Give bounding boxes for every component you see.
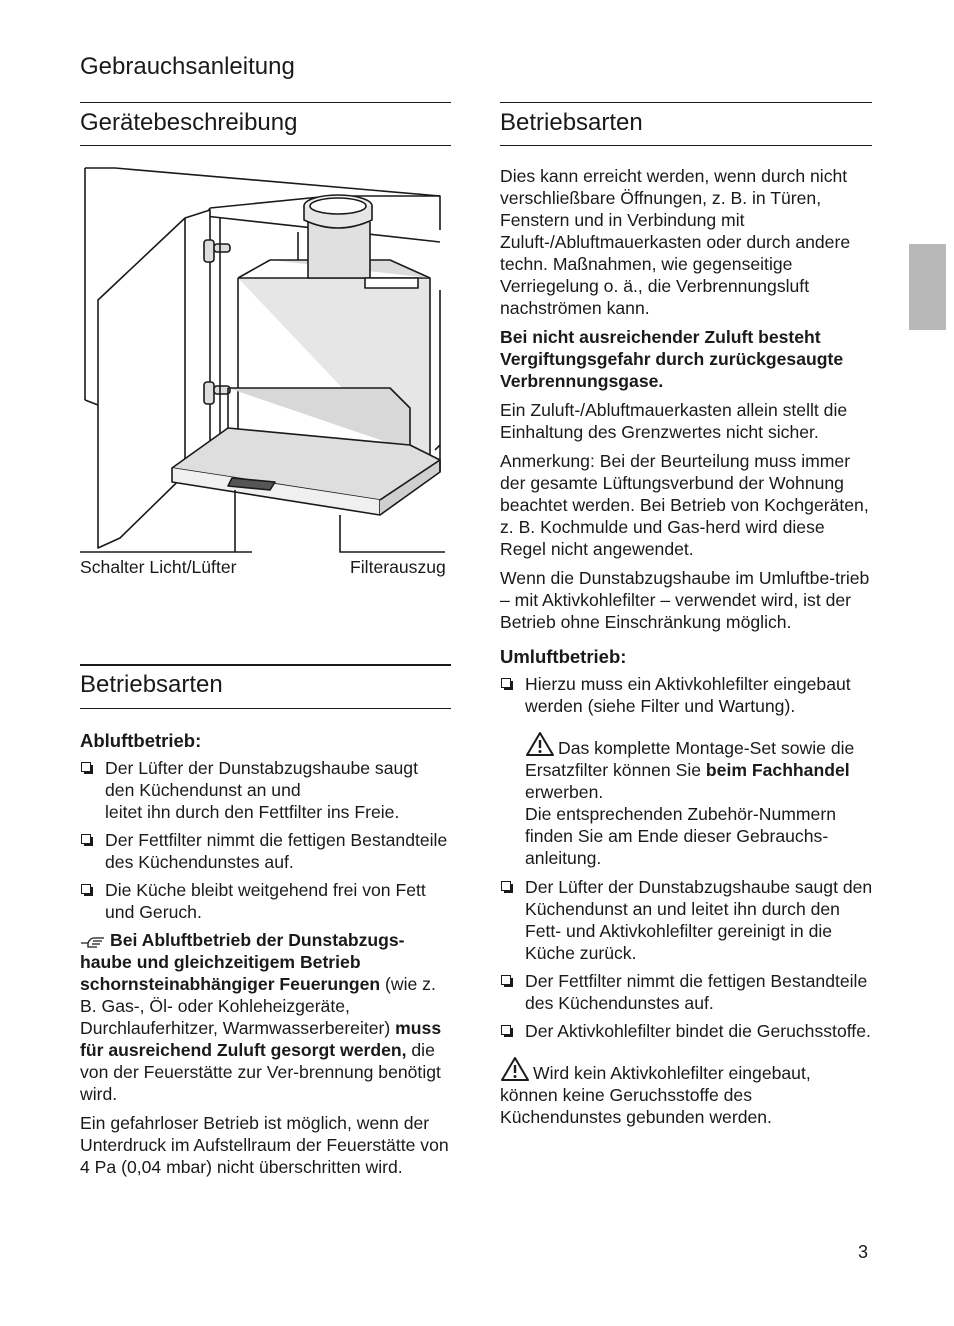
left-column-text <box>80 729 452 1185</box>
paragraph: Wenn die Dunstabzugshaube im Umluftbe-trieb – mit Aktivkohlefilter – verwendet wird, ist der Betrieb ohne Einschränkung möglich. <box>500 568 870 632</box>
divider <box>500 102 872 103</box>
divider <box>80 664 451 666</box>
checkbox-bullet-icon <box>501 1025 511 1035</box>
hood-cabinet-illustration <box>80 160 452 560</box>
page-number: 3 <box>858 1242 869 1262</box>
document-title: Gebrauchsanleitung <box>80 53 295 80</box>
montage-note: Das komplette Montage-Set sowie die Ersatzfilter können Sie beim Fachhandel erwerben. Die entsprechenden Zubehör-Nummern finden Sie am Ende dieser Gebrauchs-anleitung. <box>500 731 873 869</box>
divider <box>80 708 451 709</box>
poisoning-warning: Bei nicht ausreichender Zuluft besteht Vergiftungsgefahr durch zurückgesaugte Verbrennungsgase. <box>500 327 844 391</box>
caption-filter: Filterauszug <box>350 557 446 577</box>
divider <box>80 145 451 146</box>
checkbox-bullet-icon <box>501 678 511 688</box>
section-title-geraetebeschreibung: Gerätebeschreibung <box>80 109 298 136</box>
checkbox-bullet-icon <box>81 884 91 894</box>
final-warning: Wird kein Aktivkohlefilter eingebaut, können keine Geruchsstoffe des Küchendunstes gebunden werden. <box>500 1056 873 1128</box>
section-title-betriebsarten-left: Betriebsarten <box>80 671 223 698</box>
list-item: Die Küche bleibt weitgehend frei von Fett und Geruch. <box>80 879 452 923</box>
caption-switch: Schalter Licht/Lüfter <box>80 557 237 577</box>
divider <box>500 145 872 146</box>
chapter-tab-marker <box>909 244 946 330</box>
warning-triangle-icon <box>525 731 555 757</box>
divider <box>80 102 451 103</box>
checkbox-bullet-icon <box>81 834 91 844</box>
list-item: Der Lüfter der Dunstabzugshaube saugt den Küchendunst an und leitet ihn durch den Fett- und Aktivkohlefilter gereinigt in die Küche zurück. <box>500 876 873 964</box>
checkbox-bullet-icon <box>501 975 511 985</box>
paragraph: Ein Zuluft-/Abluftmauerkasten allein stellt die Einhaltung des Grenzwertes nicht sicher. <box>500 400 848 442</box>
abluft-note: Bei Abluftbetrieb der Dunstabzugs-haube und gleichzeitigem Betrieb schornsteinabhängiger Feuerungen (wie z. B. Gas-, Öl- oder Kohleheizgeräte, Durchlauferhitzer, Warmwasserbereiter) muss für ausreichend Zuluft gesorgt werden, die von der Feuerstätte zur Ver-brennung benötigt wird. <box>80 930 442 1104</box>
list-item: Der Fettfilter nimmt die fettigen Bestandteile des Küchendunstes auf. <box>80 829 452 873</box>
umluft-heading: Umluftbetrieb: <box>500 646 627 667</box>
checkbox-bullet-icon <box>501 881 511 891</box>
list-item: Der Lüfter der Dunstabzugshaube saugt den Küchendunst an und leitet ihn durch den Fettfilter ins Freie. <box>80 757 452 823</box>
pointing-hand-icon <box>80 934 106 948</box>
right-column-text <box>500 165 873 1135</box>
list-item: Der Aktivkohlefilter bindet die Geruchsstoffe. <box>500 1020 873 1042</box>
list-item: Der Fettfilter nimmt die fettigen Bestandteile des Küchendunstes auf. <box>500 970 873 1014</box>
paragraph: Dies kann erreicht werden, wenn durch nicht verschließbare Öffnungen, z. B. in Türen, Fenstern und in Verbindung mit Zuluft-/Abluftmauerkasten oder durch andere techn. Maßnahmen, wie gegenseitige Verriegelung o. ä., die Verbrennungsluft nachströmen kann. <box>500 166 851 318</box>
checkbox-bullet-icon <box>81 762 91 772</box>
list-item: Hierzu muss ein Aktivkohlefilter eingebaut werden (siehe Filter und Wartung). <box>500 673 873 717</box>
paragraph: Anmerkung: Bei der Beurteilung muss immer der gesamte Lüftungsverbund der Wohnung beachtet werden. Bei Betrieb von Kochgeräten, z. B. Kochmulde und Gas-herd wird diese Regel nicht angewendet. <box>500 451 869 559</box>
section-title-betriebsarten-right: Betriebsarten <box>500 109 643 136</box>
safe-operation-paragraph: Ein gefahrloser Betrieb ist möglich, wenn der Unterdruck im Aufstellraum der Feuerstätte von 4 Pa (0,04 mbar) nicht überschritten wird. <box>80 1113 449 1177</box>
abluft-heading: Abluftbetrieb: <box>80 730 202 751</box>
warning-triangle-icon <box>500 1056 530 1082</box>
